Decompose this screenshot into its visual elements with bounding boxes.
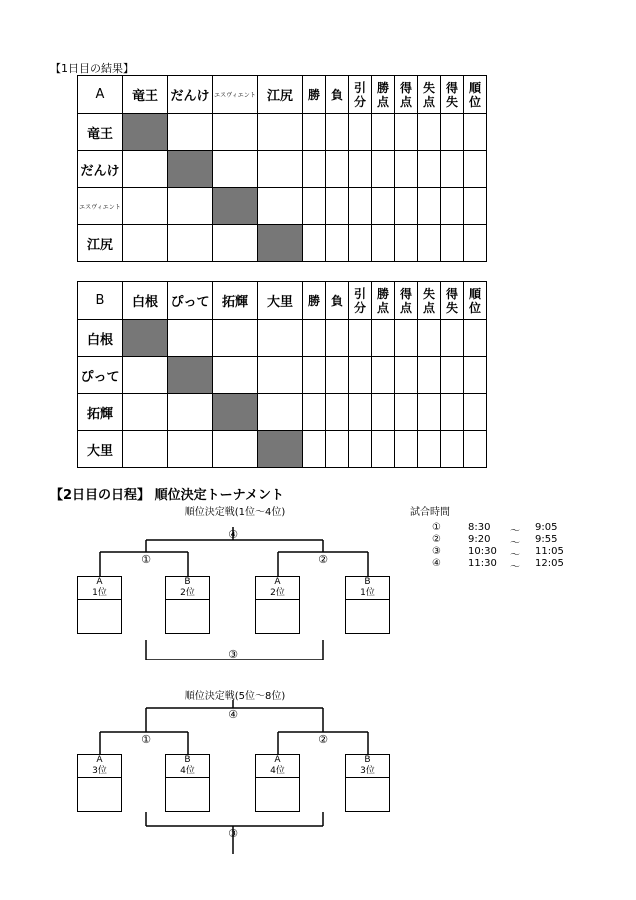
stat-header [395,76,418,114]
slot-group: A [274,577,281,587]
schedule-mark: ② [432,534,441,545]
stat-header-char: 失 [445,94,458,109]
result-cell [258,114,303,151]
result-cell [441,320,464,357]
stat-header-char: 勝 [307,87,320,102]
self-match-cell [168,151,213,188]
semi-right-mark: ② [318,553,328,566]
result-cell [258,188,303,225]
result-cell [464,114,487,151]
team-header: 竜王 [123,76,168,114]
third-mark: ③ [228,648,238,661]
slot-box [345,754,390,812]
result-cell [441,225,464,262]
stat-header-char: 分 [353,300,366,315]
stat-header-char: 得 [445,286,458,301]
team-header: 江尻 [258,76,303,114]
result-cell [326,357,349,394]
stat-header-char: 点 [422,94,435,109]
slot-rank: 4位 [180,766,195,776]
slot-rank: 4位 [270,766,285,776]
result-cell [441,394,464,431]
schedule-row [410,534,570,549]
team-header: だんけ [168,76,213,114]
group-label: A [78,76,123,114]
stat-header [326,76,349,114]
semi-left-mark: ① [141,733,151,746]
result-cell [326,188,349,225]
self-match-cell [123,114,168,151]
schedule-end: 11:05 [535,546,564,557]
bracket-upper [0,500,400,660]
slot-group: A [96,577,103,587]
result-cell [418,225,441,262]
schedule-end: 12:05 [535,558,564,569]
team-header: エスヴィエント [213,76,258,114]
result-cell [326,431,349,468]
bracket-upper-title: 順位決定戦(1位～4位) [184,507,286,518]
stat-header-char: 得 [399,286,412,301]
result-cell [213,151,258,188]
schedule-sep: ～ [510,562,520,573]
result-cell [258,357,303,394]
stat-header-char: 点 [399,300,412,315]
stat-header [372,282,395,320]
slot-group: B [184,755,191,765]
result-cell [372,357,395,394]
stat-header-char: 点 [376,300,389,315]
self-match-cell [213,394,258,431]
semi-left-mark: ① [141,553,151,566]
schedule-row [410,522,570,537]
result-cell [326,320,349,357]
result-cell [441,151,464,188]
result-cell [303,188,326,225]
team-row-label: ぴって [78,357,123,394]
stat-header [349,76,372,114]
schedule-end: 9:05 [535,522,558,533]
schedule-sep: ～ [510,526,520,537]
result-cell [395,151,418,188]
result-cell [441,431,464,468]
stat-header-char: 得 [399,80,412,95]
result-cell [258,320,303,357]
result-cell [349,225,372,262]
result-cell [372,188,395,225]
slot-box [165,576,210,634]
stat-header-char: 引 [353,80,366,95]
slot-rank: 3位 [360,766,375,776]
result-cell [349,151,372,188]
result-cell [349,114,372,151]
schedule-row [410,546,570,561]
result-cell [464,431,487,468]
stat-header-char: 順 [468,286,481,301]
result-cell [168,320,213,357]
result-cell [213,431,258,468]
slot-group: A [274,755,281,765]
bracket-lower-title: 順位決定戦(5位～8位) [184,691,286,702]
result-cell [418,431,441,468]
team-row-label: 白根 [78,320,123,357]
result-cell [258,394,303,431]
result-cell [395,357,418,394]
schedule-title: 試合時間 [410,507,450,518]
result-cell [123,431,168,468]
team-row-label: 江尻 [78,225,123,262]
result-cell [418,151,441,188]
group-b-table [77,281,487,468]
semi-right-mark: ② [318,733,328,746]
schedule-start: 8:30 [468,522,491,533]
schedule-mark: ① [432,522,441,533]
result-cell [372,225,395,262]
team-row-label: だんけ [78,151,123,188]
result-cell [395,188,418,225]
stat-header-char: 分 [353,94,366,109]
result-cell [395,320,418,357]
slot-rank: 1位 [360,588,375,598]
result-cell [372,394,395,431]
stat-header [464,282,487,320]
result-cell [303,320,326,357]
result-cell [168,431,213,468]
result-cell [441,357,464,394]
slot-rank: 2位 [270,588,285,598]
day1-title: 【1日目の結果】 [50,62,134,75]
slot-box [165,754,210,812]
result-cell [372,320,395,357]
team-header: 白根 [123,282,168,320]
team-row-label: エスヴィエント [78,188,123,225]
schedule-mark: ③ [432,546,441,557]
result-cell [418,114,441,151]
schedule-end: 9:55 [535,534,558,545]
final-mark: ④ [228,708,238,721]
slot-group: B [364,755,371,765]
result-cell [168,114,213,151]
result-cell [464,151,487,188]
result-cell [123,357,168,394]
team-header: 大里 [258,282,303,320]
result-cell [123,394,168,431]
stat-header-char: 失 [445,300,458,315]
stat-header-char: 失 [422,286,435,301]
team-header: 拓輝 [213,282,258,320]
result-cell [395,114,418,151]
result-cell [464,225,487,262]
result-cell [303,225,326,262]
schedule-row [410,558,570,573]
result-cell [418,394,441,431]
result-cell [213,320,258,357]
result-cell [326,151,349,188]
team-row-label: 大里 [78,431,123,468]
stat-header-char: 勝 [376,286,389,301]
result-cell [303,357,326,394]
result-cell [372,151,395,188]
stat-header-char: 勝 [307,293,320,308]
stat-header-char: 位 [468,94,481,109]
slot-group: A [96,755,103,765]
stat-header-char: 負 [330,87,343,102]
stat-header [326,282,349,320]
stat-header [418,76,441,114]
slot-box [255,576,300,634]
result-cell [326,225,349,262]
slot-box [255,754,300,812]
result-cell [349,394,372,431]
result-cell [303,151,326,188]
stat-header-char: 勝 [376,80,389,95]
group-a-table [77,75,487,262]
result-cell [168,188,213,225]
result-cell [168,225,213,262]
result-cell [168,394,213,431]
bracket-lower [0,684,400,854]
result-cell [349,357,372,394]
result-cell [418,188,441,225]
self-match-cell [168,357,213,394]
slot-rank: 1位 [92,588,107,598]
stat-header-char: 得 [445,80,458,95]
result-cell [303,394,326,431]
result-cell [395,225,418,262]
self-match-cell [123,320,168,357]
slot-box [345,576,390,634]
result-cell [464,188,487,225]
stat-header [441,76,464,114]
schedule-sep: ～ [510,538,520,549]
team-row-label: 竜王 [78,114,123,151]
stat-header-char: 負 [330,293,343,308]
slot-rank: 2位 [180,588,195,598]
result-cell [213,225,258,262]
stat-header [303,282,326,320]
stat-header-char: 点 [399,94,412,109]
result-cell [213,114,258,151]
result-cell [395,394,418,431]
result-cell [326,394,349,431]
result-cell [349,188,372,225]
schedule-start: 11:30 [468,558,497,569]
stat-header-char: 順 [468,80,481,95]
slot-group: B [364,577,371,587]
schedule [410,503,570,573]
result-cell [418,320,441,357]
stat-header-char: 引 [353,286,366,301]
stat-header [349,282,372,320]
slot-rank: 3位 [92,766,107,776]
result-cell [464,394,487,431]
slot-box [77,754,122,812]
result-cell [349,320,372,357]
result-cell [213,357,258,394]
day2-title: 【2日目の日程】 順位決定トーナメント [50,488,285,503]
stat-header-char: 位 [468,300,481,315]
self-match-cell [258,431,303,468]
result-cell [464,320,487,357]
final-mark: ④ [228,528,238,541]
result-cell [441,188,464,225]
slot-box [77,576,122,634]
stat-header-char: 失 [422,80,435,95]
stat-header [464,76,487,114]
schedule-sep: ～ [510,550,520,561]
result-cell [372,431,395,468]
result-cell [123,225,168,262]
stat-header [395,282,418,320]
schedule-mark: ④ [432,558,441,569]
result-cell [349,431,372,468]
result-cell [123,151,168,188]
result-cell [258,151,303,188]
result-cell [303,431,326,468]
slot-group: B [184,577,191,587]
group-label: B [78,282,123,320]
self-match-cell [213,188,258,225]
schedule-start: 9:20 [468,534,491,545]
result-cell [418,357,441,394]
result-cell [441,114,464,151]
third-mark: ③ [228,827,238,840]
stat-header [441,282,464,320]
result-cell [372,114,395,151]
schedule-start: 10:30 [468,546,497,557]
result-cell [464,357,487,394]
stat-header [418,282,441,320]
result-cell [123,188,168,225]
self-match-cell [258,225,303,262]
team-header: ぴって [168,282,213,320]
result-cell [326,114,349,151]
stat-header-char: 点 [422,300,435,315]
team-row-label: 拓輝 [78,394,123,431]
result-cell [395,431,418,468]
stat-header [372,76,395,114]
stat-header [303,76,326,114]
result-cell [303,114,326,151]
stat-header-char: 点 [376,94,389,109]
